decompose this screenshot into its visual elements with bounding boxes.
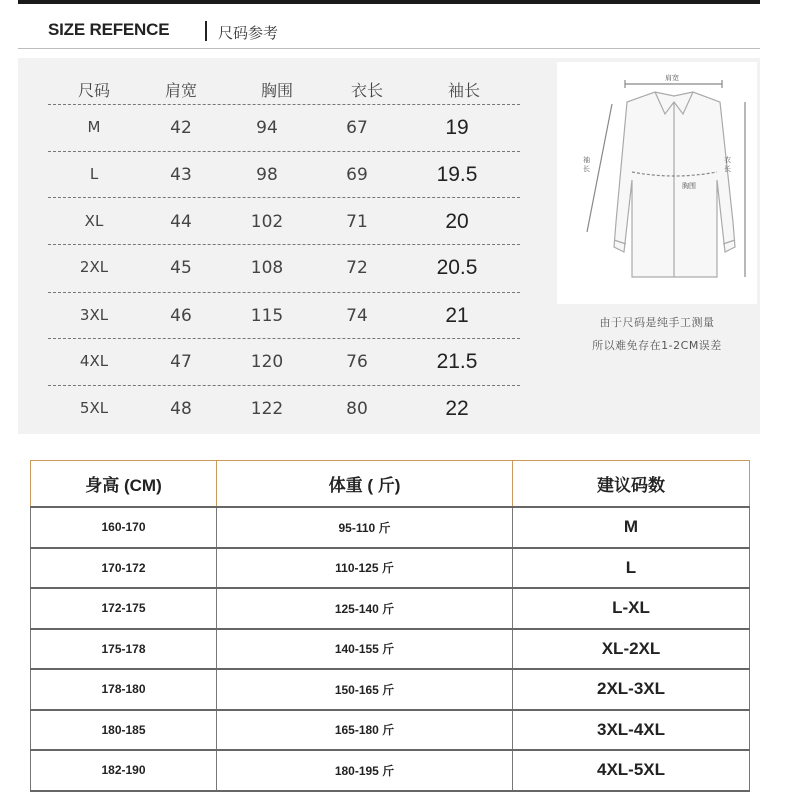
shirt-illustration <box>557 62 757 304</box>
size-cell-chest: 108 <box>250 258 284 278</box>
row-divider <box>48 292 520 293</box>
header-subtitle: 尺码参考 <box>218 24 279 42</box>
row-divider <box>48 244 520 245</box>
chest-label: 胸围 <box>682 182 696 190</box>
recommend-cell-suggested-size: 3XL-4XL <box>513 710 750 751</box>
note-line-1: 由于尺码是纯手工测量 <box>599 316 715 329</box>
col-size: 尺码 <box>77 81 110 100</box>
size-cell-sleeve: 19.5 <box>436 163 478 186</box>
size-cell-shoulder: 46 <box>170 306 192 326</box>
size-cell-sleeve: 20.5 <box>436 256 478 279</box>
recommend-header-row <box>31 461 750 508</box>
recommend-row <box>31 710 750 751</box>
recommend-cell-height: 160-170 <box>31 507 217 548</box>
recommend-cell-height: 180-185 <box>31 710 217 751</box>
size-cell-size: M <box>87 118 101 136</box>
col-length: 衣长 <box>350 81 383 100</box>
recommend-table-body <box>31 507 750 791</box>
recommend-cell-suggested-size: 2XL-3XL <box>513 669 750 710</box>
col-weight: 体重 ( 斤) <box>217 461 513 508</box>
size-cell-size: XL <box>84 212 104 230</box>
size-cell-size: 5XL <box>79 399 109 417</box>
header-divider <box>205 21 207 41</box>
size-cell-chest: 115 <box>250 306 284 326</box>
header <box>18 8 760 49</box>
recommend-cell-weight: 140-155 斤 <box>217 629 513 670</box>
row-divider <box>48 104 520 105</box>
row-divider <box>48 151 520 152</box>
size-cell-sleeve: 22 <box>445 397 469 420</box>
recommend-row <box>31 507 750 548</box>
top-rule <box>18 0 760 4</box>
row-divider <box>48 197 520 198</box>
size-cell-length: 69 <box>346 165 368 185</box>
recommend-cell-weight: 125-140 斤 <box>217 588 513 629</box>
header-title: SIZE REFENCE <box>48 20 170 39</box>
recommend-cell-height: 178-180 <box>31 669 217 710</box>
col-height: 身高 (CM) <box>31 461 217 508</box>
recommend-cell-height: 172-175 <box>31 588 217 629</box>
recommend-cell-weight: 95-110 斤 <box>217 507 513 548</box>
size-cell-chest: 94 <box>256 118 278 138</box>
length-label: 衣长 <box>724 156 731 173</box>
size-cell-chest: 98 <box>256 165 278 185</box>
size-cell-sleeve: 19 <box>445 116 469 139</box>
row-divider <box>48 385 520 386</box>
size-cell-shoulder: 44 <box>170 212 192 232</box>
recommend-cell-suggested-size: 4XL-5XL <box>513 750 750 791</box>
size-cell-sleeve: 21.5 <box>436 350 478 373</box>
row-divider <box>48 338 520 339</box>
size-cell-shoulder: 45 <box>170 258 192 278</box>
recommend-cell-weight: 165-180 斤 <box>217 710 513 751</box>
note-line-2: 所以难免存在1-2CM误差 <box>592 339 722 352</box>
recommend-row <box>31 588 750 629</box>
size-cell-length: 76 <box>346 352 368 372</box>
recommend-cell-weight: 110-125 斤 <box>217 548 513 589</box>
recommend-cell-suggested-size: L <box>513 548 750 589</box>
recommend-row <box>31 669 750 710</box>
size-cell-size: L <box>89 165 99 183</box>
size-cell-shoulder: 43 <box>170 165 192 185</box>
size-cell-shoulder: 47 <box>170 352 192 372</box>
recommend-cell-weight: 150-165 斤 <box>217 669 513 710</box>
size-cell-chest: 102 <box>250 212 284 232</box>
recommend-cell-suggested-size: XL-2XL <box>513 629 750 670</box>
size-cell-size: 4XL <box>79 352 109 370</box>
col-sleeve: 袖长 <box>447 81 480 100</box>
size-cell-sleeve: 20 <box>445 210 469 233</box>
size-cell-length: 74 <box>346 306 368 326</box>
size-cell-length: 80 <box>346 399 368 419</box>
size-cell-length: 72 <box>346 258 368 278</box>
size-cell-size: 3XL <box>79 306 109 324</box>
recommend-row <box>31 750 750 791</box>
shoulder-label: 肩宽 <box>665 74 679 82</box>
size-cell-length: 67 <box>346 118 368 138</box>
size-cell-shoulder: 48 <box>170 399 192 419</box>
recommend-row <box>31 548 750 589</box>
size-cell-chest: 120 <box>250 352 284 372</box>
size-cell-sleeve: 21 <box>445 304 469 327</box>
recommend-cell-height: 182-190 <box>31 750 217 791</box>
col-chest: 胸围 <box>260 81 293 100</box>
shirt-diagram <box>557 62 757 304</box>
recommend-cell-suggested-size: L-XL <box>513 588 750 629</box>
recommend-cell-suggested-size: M <box>513 507 750 548</box>
recommend-cell-weight: 180-195 斤 <box>217 750 513 791</box>
size-cell-chest: 122 <box>250 399 284 419</box>
size-cell-shoulder: 42 <box>170 118 192 138</box>
recommend-cell-height: 175-178 <box>31 629 217 670</box>
size-cell-length: 71 <box>346 212 368 232</box>
col-suggested-size: 建议码数 <box>513 461 750 508</box>
recommend-table <box>30 460 750 792</box>
sleeve-label: 袖长 <box>583 156 590 173</box>
col-shoulder: 肩宽 <box>164 81 197 100</box>
recommend-cell-height: 170-172 <box>31 548 217 589</box>
size-cell-size: 2XL <box>79 258 109 276</box>
recommend-row <box>31 629 750 670</box>
